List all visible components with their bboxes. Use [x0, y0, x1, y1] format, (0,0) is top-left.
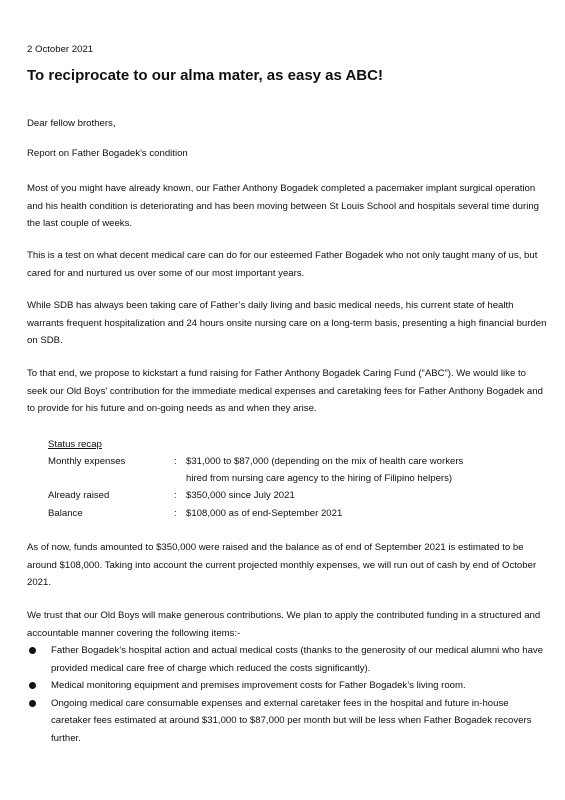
paragraph-contributions: We trust that our Old Boys will make generous contributions. We plan to apply the contributed funding in a structured and accountable manner covering the following items:-: [27, 610, 541, 639]
recap-label-balance: Balance: [48, 508, 83, 519]
paragraph-medical-care: This is a test on what decent medical care can do for our esteemed Father Bogadek who not only taught many of us, but cared for and nurtured us over some of our most important years.: [27, 250, 538, 279]
paragraph-sdb: While SDB has always been taking care of Father’s daily living and basic medical needs, his current state of health warrants frequent hospitalization and 24 hours onsite nursing care on a long-term basis, presenting a high financial burden on SDB.: [27, 300, 547, 346]
paragraph-funds-status: As of now, funds amounted to $350,000 were raised and the balance as of end of September 2021 is estimated to be around $108,000. Taking into account the current projected monthly expenses, we will run out of cash by end of October 2021.: [27, 542, 537, 588]
recap-colon: :: [174, 490, 177, 501]
bullet-dot-icon: [29, 700, 36, 707]
letter-title: To reciprocate to our alma mater, as easy as ABC!: [27, 67, 383, 84]
recap-value-balance: $108,000 as of end-September 2021: [186, 508, 343, 519]
recap-value-monthly-expenses: $31,000 to $87,000 (depending on the mix of health care workers: [186, 456, 464, 467]
recap-colon: :: [174, 508, 177, 519]
report-heading: Report on Father Bogadek's condition: [27, 148, 188, 159]
status-recap-heading: Status recap: [48, 439, 102, 450]
recap-value-monthly-expenses-cont: hired from nursing care agency to the hiring of Filipino helpers): [186, 473, 453, 484]
bullet-dot-icon: [29, 647, 36, 654]
list-item-text: Father Bogadek’s hospital action and actual medical costs (thanks to the generosity of our medical alumni who have provided medical care free of charge which reduced the costs significantly).: [51, 645, 544, 674]
recap-value-already-raised: $350,000 since July 2021: [186, 490, 295, 501]
list-item-text: Medical monitoring equipment and premises improvement costs for Father Bogadek’s living room.: [51, 680, 466, 691]
list-item-text: Ongoing medical care consumable expenses and external caretaker fees in the hospital and future in-house caretaker fees estimated at around $31,000 to $87,000 per month but will be less when Father Bogadek recovers further.: [51, 697, 532, 744]
paragraph-intro: Most of you might have already known, our Father Anthony Bogadek completed a pacemaker implant surgical operation and his health condition is deteriorating and has been moving between St Louis School and hospitals several time during the last couple of weeks.: [27, 183, 539, 229]
recap-label-monthly-expenses: Monthly expenses: [48, 456, 126, 467]
list-item: [27, 695, 547, 748]
list-item: [27, 642, 547, 677]
bullet-dot-icon: [29, 682, 36, 689]
funding-items-list: [27, 642, 547, 747]
recap-colon: :: [174, 456, 177, 467]
recap-label-already-raised: Already raised: [48, 490, 110, 501]
paragraph-fund-proposal: To that end, we propose to kickstart a fund raising for Father Anthony Bogadek Caring Fund (“ABC”). We would like to seek our Old Boys' contribution for the immediate medical expenses and caretaking fees for Father Anthony Bogadek and to provide for his future and on-going needs as and when they arise.: [27, 368, 543, 414]
list-item: [27, 677, 547, 695]
letter-date: 2 October 2021: [27, 44, 94, 55]
greeting: Dear fellow brothers,: [27, 118, 116, 129]
